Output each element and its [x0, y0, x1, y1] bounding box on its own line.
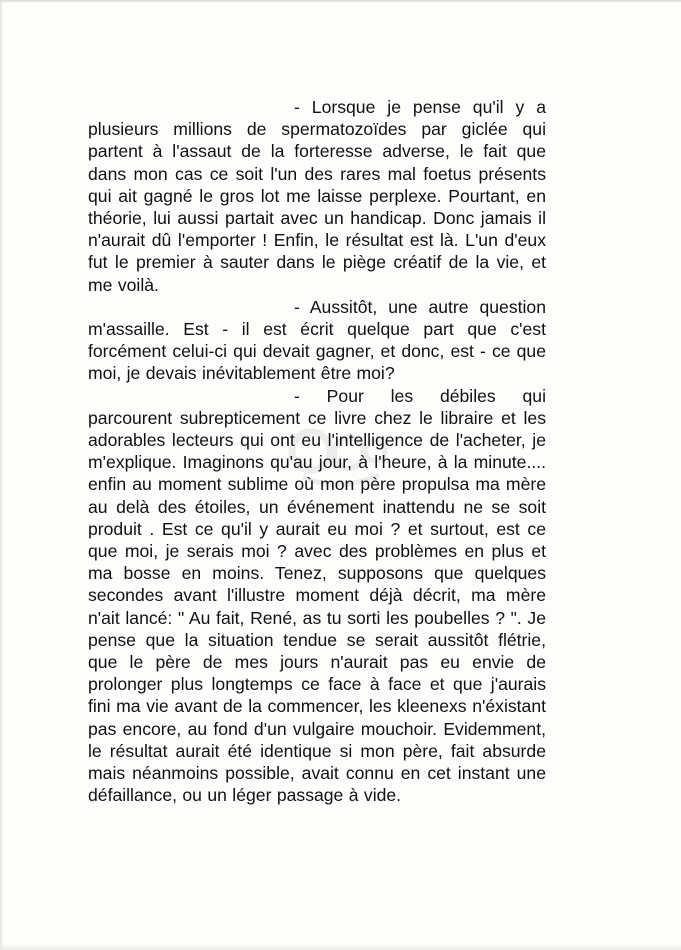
body-text — [88, 96, 546, 807]
page-bottom-edge — [0, 944, 681, 950]
paragraph-2: - Aussitôt, une autre question m'assaille. Est - il est écrit quelque part que c'est forcément celui-ci qui devait gagner, et donc, est - ce que moi, je devais inévitablement être moi? — [88, 296, 546, 384]
page-top-edge — [0, 0, 681, 3]
page-left-edge — [0, 0, 3, 950]
paragraph-1: - Lorsque je pense qu'il y a plusieurs millions de spermatozoïdes par giclée qui partent à l'assaut de la forteresse adverse, le fait que dans mon cas ce soit l'un des rares mal foetus présents qui ait gagné le gros lot me laisse perplexe. Pourtant, en théorie, lui aussi partait avec un handicap. Donc jamais il n'aurait dû l'emporter ! Enfin, le résultat est là. L'un d'eux fut le premier à sauter dans le piège créatif de la vie, et me voilà. — [88, 97, 546, 295]
paragraph-3: - Pour les débiles qui parcourent subrepticement ce livre chez le libraire et les adorables lecteurs qui ont eu l'intelligence de l'acheter, je m'explique. Imaginons qu'au jour, à l'heure, à la minute.... enfin au moment sublime où mon père propulsa ma mère au delà des étoiles, un événement inattendu ne se soit produit . Est ce qu'il y aurait eu moi ? et surtout, est ce que moi, je serais moi ? avec des problèmes en plus et ma bosse en moins. Tenez, supposons que quelques secondes avant l'illustre moment déjà décrit, ma mère n'ait lancé: " Au fait, René, as tu sorti les poubelles ? ". Je pense que la situation tendue se serait aussitôt flétrie, que le père de mes jours n'aurait pas eu envie de prolonger plus longtemps ce face à face et que j'aurais fini ma vie avant de la commencer, les kleenexs n'éxistant pas encore, au fond d'un vulgaire mouchoir. Evidemment, le résultat aurait été identique si mon père, fait absurde mais néanmoins possible, avait connu en cet instant une défaillance, ou un léger passage à vide. — [88, 385, 546, 806]
